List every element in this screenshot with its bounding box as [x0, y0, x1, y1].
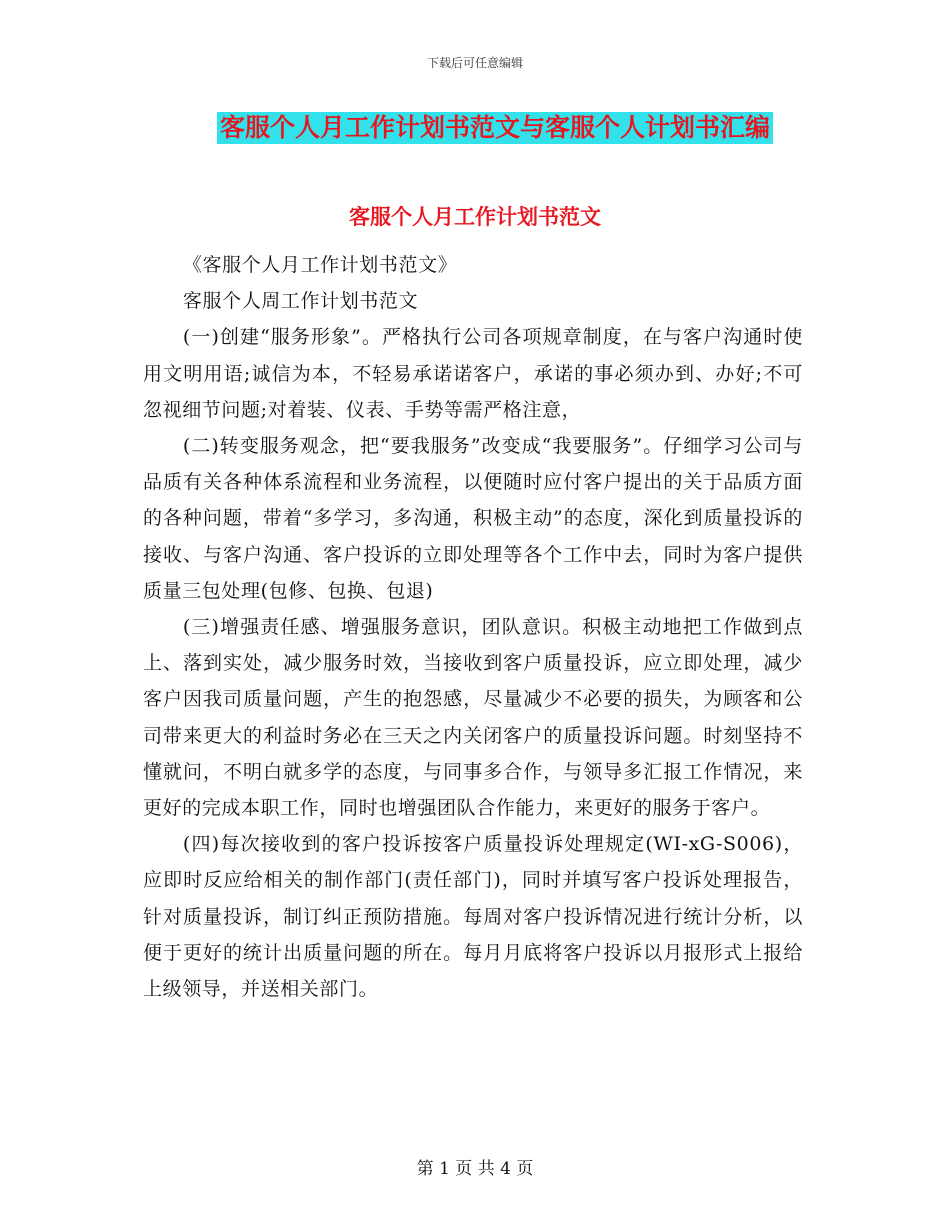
paragraph-item-4: (四)每次接收到的客户投诉按客户质量投诉处理规定(WI-xG-S006)，应即时反应给相关的制作部门(责任部门)，同时并填写客户投诉处理报告，针对质量投诉，制订纠正预防措施。每周对客户投诉情况进行统计分析，以便于更好的统计出质量问题的所在。每月月底将客户投诉以月报形式上报给上级领导，并送相关部门。	[143, 833, 803, 1001]
page-header-note: 下载后可任意编辑	[426, 56, 523, 70]
paragraph-book-title: 《客服个人月工作计划书范文》	[182, 254, 458, 276]
section-title: 客服个人月工作计划书范文	[349, 205, 601, 229]
page-number-footer: 第 1 页 共 4 页	[416, 1159, 534, 1179]
document-title: 客服个人月工作计划书范文与客服个人计划书汇编	[217, 112, 773, 144]
paragraph-subtitle: 客服个人周工作计划书范文	[182, 290, 419, 313]
document-body	[143, 247, 803, 1007]
paragraph-item-2: (二)转变服务观念，把“要我服务”改变成“我要服务”。仔细学习公司与品质有关各种体系流程和业务流程，以便随时应付客户提出的关于品质方面的各种问题，带着“多学习，多沟通，积极主动”的态度，深化到质量投诉的接收、与客户沟通、客户投诉的立即处理等各个工作中去，同时为客户提供质量三包处理(包修、包换、包退)	[143, 435, 803, 602]
paragraph-item-3: (三)增强责任感、增强服务意识，团队意识。积极主动地把工作做到点上、落到实处，减少服务时效，当接收到客户质量投诉，应立即处理，减少客户因我司质量问题，产生的抱怨感，尽量减少不必要的损失，为顾客和公司带来更大的利益时务必在三天之内关闭客户的质量投诉问题。时刻坚持不懂就问，不明白就多学的态度，与同事多合作，与领导多汇报工作情况，来更好的完成本职工作，同时也增强团队合作能力，来更好的服务于客户。	[143, 616, 803, 820]
document-title-container	[0, 112, 950, 144]
paragraph-item-1: (一)创建“服务形象”。严格执行公司各项规章制度，在与客户沟通时使用文明用语;诚信为本，不轻易承诺诺客户，承诺的事必须办到、办好;不可忽视细节问题;对着装、仪表、手势等需严格注意，	[143, 326, 803, 421]
